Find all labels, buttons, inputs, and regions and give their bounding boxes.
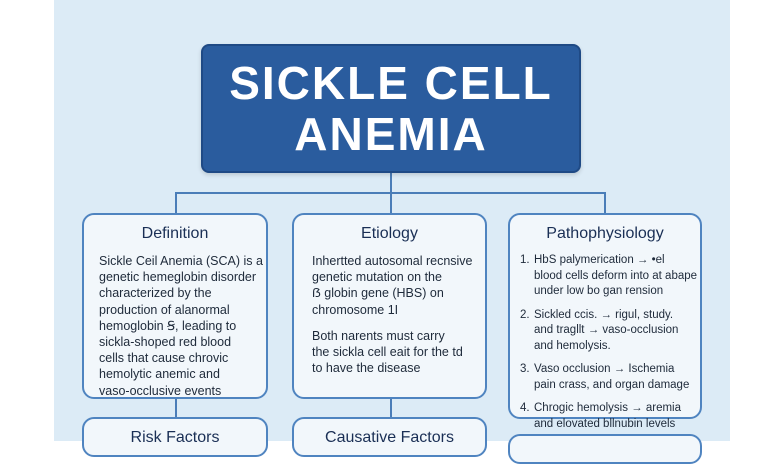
list-item-number: 3. (520, 363, 530, 375)
definition-line: Sickle Ceil Anemia (SCA) is a (99, 254, 263, 268)
list-item-line: blood cells deform into at abape (534, 269, 698, 282)
list-item (520, 253, 697, 300)
list-item-line: HbS palymerication → •el (534, 254, 665, 266)
risk-factors-heading: Risk Factors (130, 429, 220, 446)
definition-line: vaso-occlusive events (99, 383, 222, 398)
list-item (520, 308, 697, 355)
etiology-heading: Etiology (361, 225, 418, 242)
definition-line: hemolytic anemic and (99, 367, 220, 382)
list-item (520, 401, 697, 432)
list-item-line: pain crass, and organ damage (534, 378, 690, 391)
list-item-number: 2. (520, 308, 530, 321)
list-item-number: 1. (520, 254, 530, 266)
list-item-line: and tragllt → vaso-occlusion (534, 324, 679, 336)
etiology-line: Both narents must carry (312, 328, 445, 343)
list-item-line: and hemolysis. (534, 339, 611, 352)
connector-etiology (390, 192, 392, 214)
connector-pathophysiology (604, 192, 606, 214)
etiology-card (292, 213, 487, 399)
causative-factors-card (292, 417, 487, 457)
title-box (201, 44, 581, 173)
list-item-line: Vaso occlusion → Ischemia (534, 363, 675, 375)
list-item-number: 4. (520, 402, 530, 414)
etiology-line: ẞ globin gene (HBS) on (312, 286, 444, 301)
etiology-line: chromosome 1I (312, 302, 399, 317)
definition-card (82, 213, 268, 399)
connector-definition (175, 192, 177, 214)
definition-line: sickla-shoped red blood (99, 335, 232, 350)
connector-definition-down (175, 398, 177, 418)
definition-line: cells that cause chrovic (99, 351, 229, 366)
causative-factors-heading: Causative Factors (325, 429, 454, 446)
connector-title-down (390, 173, 392, 193)
list-item (520, 362, 697, 393)
connector-etiology-down (390, 398, 392, 418)
definition-line: hemoglobin Ꞩ, leading to (99, 318, 237, 333)
list-item-line: and elovated bllnubin levels (534, 417, 676, 430)
risk-factors-card (82, 417, 268, 457)
etiology-line: to have the disease (312, 361, 421, 376)
bottom-right-card (508, 434, 702, 464)
list-item-line: Chrogic hemolysis → aremia (534, 402, 681, 414)
list-item-line: Sickled ccis. → rigul, study. (534, 308, 674, 321)
pathophysiology-list (520, 253, 697, 432)
title-line-1: SICKLE CELL (229, 56, 553, 109)
definition-line: genetic hemeglobin disorder (99, 270, 257, 285)
pathophysiology-heading: Pathophysiology (546, 225, 664, 242)
list-item-line: under low bo gan rension (534, 285, 664, 297)
definition-line: characterized by the (99, 286, 212, 301)
definition-text (99, 253, 263, 399)
etiology-line: the sickla cell eait for the td (312, 345, 463, 360)
etiology-line: Inhertted autosomal recnsive (312, 254, 473, 268)
title-line-2: ANEMIA (294, 107, 488, 160)
etiology-text (312, 253, 473, 376)
pathophysiology-card (508, 213, 702, 430)
etiology-line: genetic mutation on the (312, 270, 442, 285)
definition-line: production of alanormal (99, 302, 230, 317)
definition-heading: Definition (141, 225, 209, 242)
